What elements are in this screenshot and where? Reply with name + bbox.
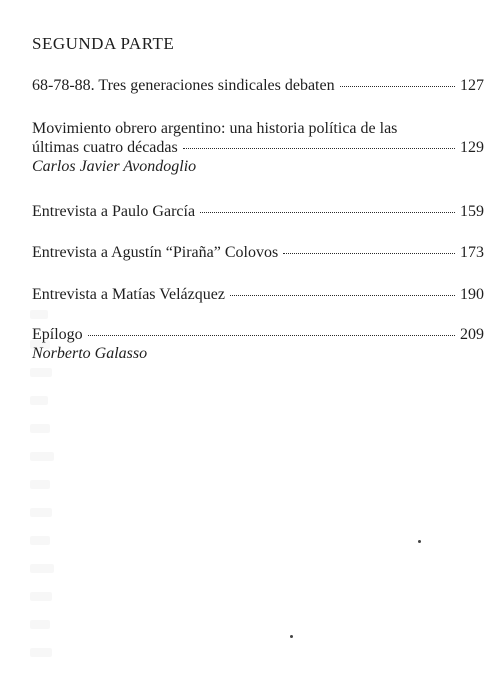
toc-entry-title: últimas cuatro décadas: [32, 139, 178, 156]
toc-entry-author: Carlos Javier Avondoglio: [32, 158, 197, 175]
dot-leader: [230, 295, 455, 296]
toc-entry-title: Entrevista a Matías Velázquez: [32, 286, 225, 303]
toc-entry[interactable]: [32, 243, 484, 262]
toc-entry-title-line: Movimiento obrero argentino: una historia política de las: [32, 120, 398, 137]
toc-entry-line: [32, 243, 484, 262]
toc-entry-title: 68-78-88. Tres generaciones sindicales debaten: [32, 77, 335, 94]
toc-page-number: 129: [460, 139, 484, 156]
section-heading: SEGUNDA PARTE: [32, 34, 175, 53]
toc-page-number: 190: [460, 286, 484, 303]
toc-entry-title: Epílogo: [32, 326, 83, 343]
dot-leader: [340, 86, 455, 87]
toc-page-number: 159: [460, 203, 484, 220]
toc-entry[interactable]: [32, 119, 484, 176]
toc-entry-title: Entrevista a Agustín “Piraña” Colovos: [32, 244, 279, 261]
paper-speck: [418, 540, 421, 543]
dot-leader: [283, 253, 455, 254]
toc-page-number: 209: [460, 326, 484, 343]
toc-entry-line: [32, 202, 484, 221]
toc-entry[interactable]: [32, 325, 484, 363]
toc-page-number: 173: [460, 244, 484, 261]
dot-leader: [183, 148, 455, 149]
toc-entry-author: Norberto Galasso: [32, 345, 148, 362]
toc-entry-line: [32, 325, 484, 344]
paper-speck: [290, 635, 293, 638]
toc-page-number: 127: [460, 77, 484, 94]
toc-entry[interactable]: [32, 285, 484, 304]
dot-leader: [88, 335, 455, 336]
toc-entry-title: Entrevista a Paulo García: [32, 203, 196, 220]
toc-entry-line: [32, 285, 484, 304]
toc-entry[interactable]: [32, 76, 484, 95]
toc-entry-line: [32, 138, 484, 157]
toc-entry-line: [32, 76, 484, 95]
dot-leader: [200, 212, 455, 213]
toc-entry[interactable]: [32, 202, 484, 221]
